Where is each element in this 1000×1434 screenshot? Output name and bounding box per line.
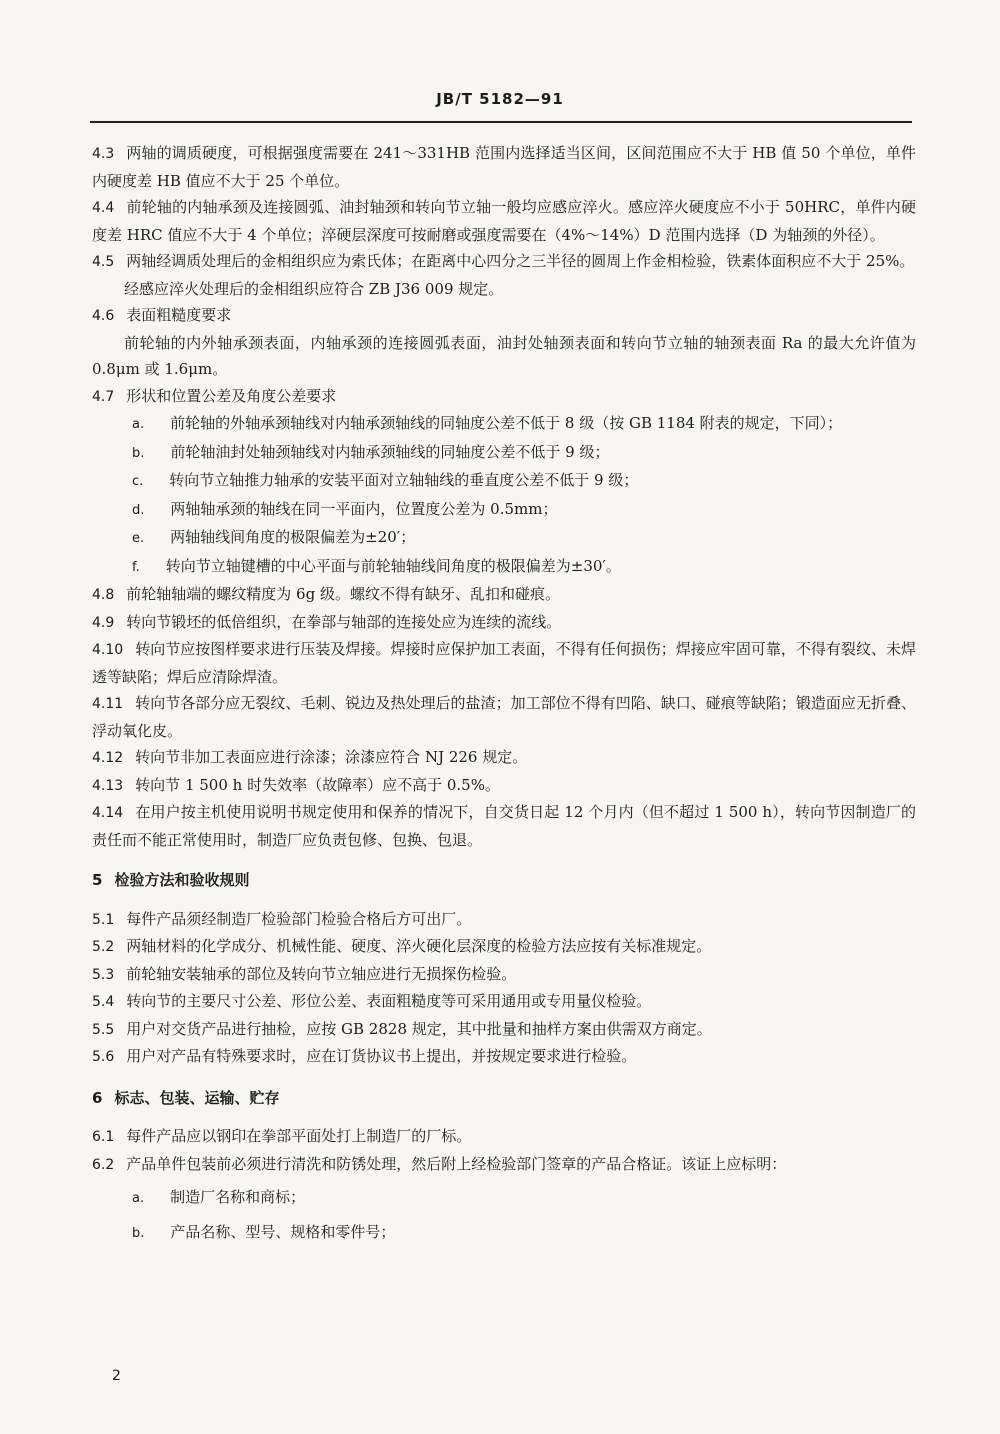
clause-4-14: 4.14 在用户按主机使用说明书规定使用和保养的情况下，自交货日起 12 个月内（但不超过 1 500 h），转向节因制造厂的责任而不能正常使用时，制造厂应负责包修、包换、包退。 [92, 803, 916, 849]
clause-4-6-paragraph: 前轮轴的内外轴承颈表面，内轴承颈的连接圆弧表面，油封处轴颈表面和转向节立轴的轴颈表面 Ra 的最大允许值为 0.8μm 或 1.6μm。 [92, 333, 916, 378]
clause-4-4: 4.4 前轮轴的内轴承颈及连接圆弧、油封轴颈和转向节立轴一般均应感应淬火。感应淬火硬度应不小于 50HRC，单件内硬度差 HRC 值应不大于 4 个单位；淬硬层深度可按耐磨或强度需要在（4%～14%）D 范围内选择（D 为轴颈的外径）。 [92, 198, 916, 244]
clause-5-5: 5.5 用户对交货产品进行抽检，应按 GB 2828 规定，其中批量和抽样方案由供需双方商定。 [92, 1019, 712, 1038]
clause-5-4: 5.4 转向节的主要尺寸公差、形位公差、表面粗糙度等可采用通用或专用量仪检验。 [92, 992, 652, 1010]
clause-4-7-b: b. 前轮轴油封处轴颈轴线对内轴承颈轴线的同轴度公差不低于 9 级； [132, 442, 610, 461]
clause-5-3: 5.3 前轮轴安装轴承的部位及转向节立轴应进行无损探伤检验。 [92, 964, 517, 983]
clause-5-2: 5.2 两轴材料的化学成分、机械性能、硬度、淬火硬化层深度的检验方法应按有关标准规定。 [92, 937, 712, 955]
document-body [92, 140, 916, 1247]
clause-5-1: 5.1 每件产品须经制造厂检验部门检验合格后方可出厂。 [92, 909, 472, 928]
clause-4-7-f: f. 转向节立轴键槽的中心平面与前轮轴轴线间角度的极限偏差为±30′。 [132, 556, 621, 575]
clause-6-2: 6.2 产品单件包装前必须进行清洗和防锈处理，然后附上经检验部门签章的产品合格证。该证上应标明： [92, 1154, 787, 1173]
clause-4-11: 4.11 转向节各部分应无裂纹、毛刺、锐边及热处理后的盐渣；加工部位不得有凹陷、缺口、碰痕等缺陷；锻造面应无折叠、浮动氧化皮。 [92, 694, 916, 740]
clause-4-7-e: e. 两轴轴线间角度的极限偏差为±20′； [132, 528, 416, 546]
clause-5-6: 5.6 用户对产品有特殊要求时，应在订货协议书上提出，并按规定要求进行检验。 [92, 1047, 637, 1065]
clause-4-7: 4.7 形状和位置公差及角度公差要求 [92, 386, 337, 405]
clause-6-2-b: b. 产品名称、型号、规格和零件号； [132, 1222, 396, 1241]
clause-4-5-paragraph: 经感应淬火处理后的金相组织应符合 ZB J36 009 规定。 [124, 279, 504, 298]
section-6-heading: 6 标志、包装、运输、贮存 [92, 1088, 280, 1107]
clause-4-13: 4.13 转向节 1 500 h 时失效率（故障率）应不高于 0.5%。 [92, 775, 500, 794]
standard-code-header: JB/T 5182—91 [436, 90, 564, 108]
clause-6-1: 6.1 每件产品应以钢印在拳部平面处打上制造厂的厂标。 [92, 1127, 472, 1145]
clause-4-7-c: c. 转向节立轴推力轴承的安装平面对立轴轴线的垂直度公差不低于 9 级； [132, 471, 639, 489]
header-rule [90, 121, 912, 123]
clause-4-12: 4.12 转向节非加工表面应进行涂漆；涂漆应符合 NJ 226 规定。 [92, 748, 528, 766]
clause-4-6: 4.6 表面粗糙度要求 [92, 306, 232, 324]
section-5-heading: 5 检验方法和验收规则 [92, 871, 250, 889]
clause-4-3: 4.3 两轴的调质硬度，可根据强度需要在 241～331HB 范围内选择适当区间，区间范围应不大于 HB 值 50 个单位，单件内硬度差 HB 值应不大于 25 个单位。 [92, 144, 916, 190]
page-number: 2 [112, 1368, 121, 1384]
clause-4-7-d: d. 两轴轴承颈的轴线在同一平面内，位置度公差为 0.5mm； [132, 499, 558, 518]
clause-4-9: 4.9 转向节锻坯的低倍组织，在拳部与轴部的连接处应为连续的流线。 [92, 612, 562, 631]
clause-6-2-a: a. 制造厂名称和商标； [132, 1188, 306, 1206]
clause-4-10: 4.10 转向节应按图样要求进行压装及焊接。焊接时应保护加工表面，不得有任何损伤；焊接应牢固可靠，不得有裂纹、未焊透等缺陷；焊后应清除焊渣。 [92, 640, 916, 686]
clause-4-8: 4.8 前轮轴轴端的螺纹精度为 6g 级。螺纹不得有缺牙、乱扣和碰痕。 [92, 585, 560, 603]
clause-4-5: 4.5 两轴经调质处理后的金相组织应为索氏体；在距离中心四分之三半径的圆周上作金相检验，铁素体面积应不大于 25%。 [92, 252, 915, 270]
clause-4-7-a: a. 前轮轴的外轴承颈轴线对内轴承颈轴线的同轴度公差不低于 8 级（按 GB 1184 附表的规定，下同）； [132, 414, 843, 432]
